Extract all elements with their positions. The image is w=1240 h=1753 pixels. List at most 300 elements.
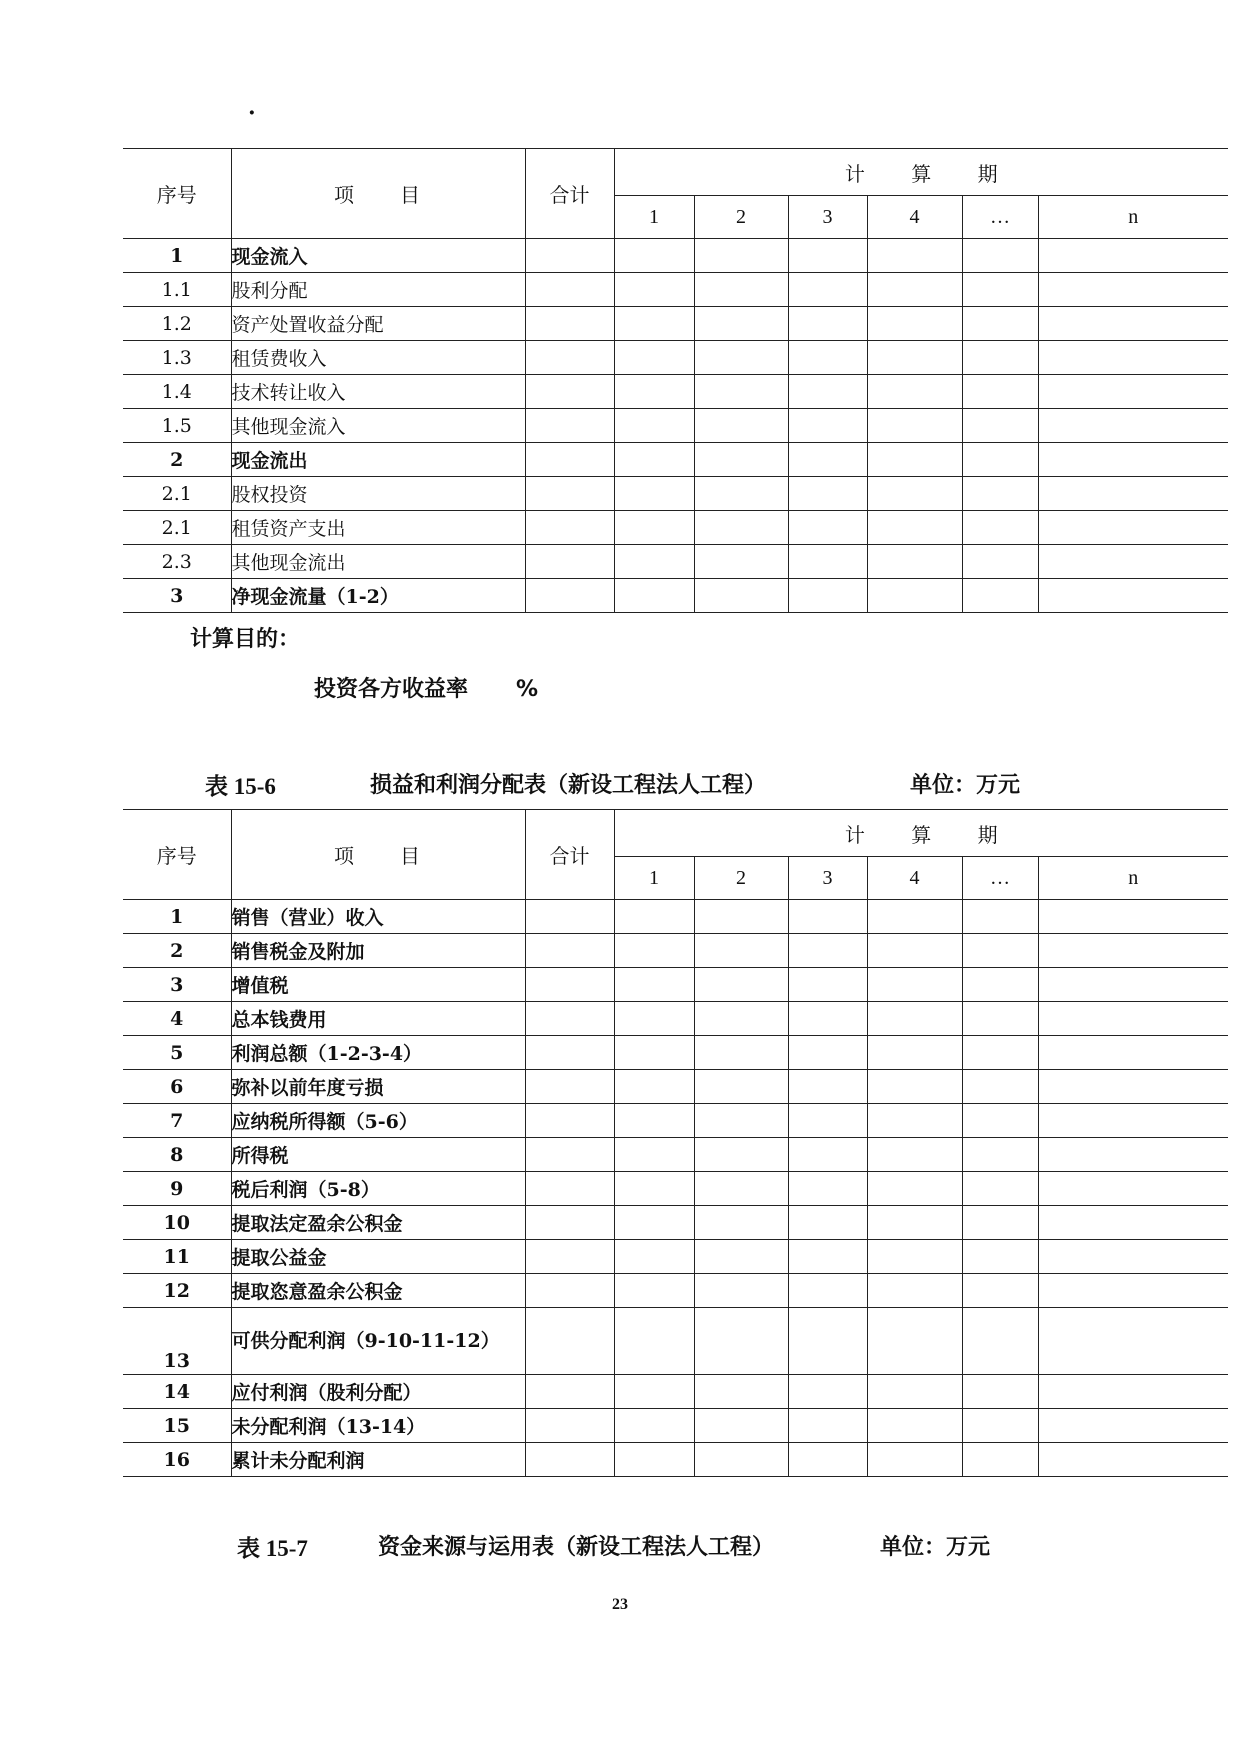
value-cell (788, 1172, 867, 1206)
row-item: 税后利润（5-8） (231, 1172, 525, 1206)
table-title: 资金来源与运用表（新设工程法人工程） (378, 1535, 775, 1560)
value-cell (962, 900, 1038, 934)
value-cell (525, 1206, 614, 1240)
value-cell (1038, 545, 1228, 579)
value-cell (867, 900, 962, 934)
row-seq: 12 (123, 1274, 231, 1308)
row-item: 总本钱费用 (231, 1002, 525, 1036)
value-cell (867, 1274, 962, 1308)
value-cell (867, 307, 962, 341)
value-cell (867, 1240, 962, 1274)
header-period-col: 1 (614, 196, 694, 239)
value-cell (867, 1375, 962, 1409)
value-cell (614, 375, 694, 409)
value-cell (962, 1443, 1038, 1477)
return-rate-unit: % (516, 677, 539, 702)
value-cell (867, 1443, 962, 1477)
row-seq: 1.2 (123, 307, 231, 341)
value-cell (614, 1409, 694, 1443)
value-cell (525, 443, 614, 477)
row-item: 利润总额（1-2-3-4） (231, 1036, 525, 1070)
row-item: 净现金流量（1-2） (231, 579, 525, 613)
value-cell (694, 1308, 788, 1375)
value-cell (694, 511, 788, 545)
value-cell (525, 1375, 614, 1409)
value-cell (788, 1036, 867, 1070)
table-row (123, 1240, 1228, 1274)
header-periods: 计 算 期 (614, 149, 1228, 196)
table-row (123, 375, 1228, 409)
table-15-7-caption (0, 1530, 1240, 1560)
value-cell (694, 477, 788, 511)
row-item: 提取法定盈余公积金 (231, 1206, 525, 1240)
value-cell (867, 409, 962, 443)
table-row (123, 1274, 1228, 1308)
header-total: 合计 (525, 810, 614, 900)
header-period-col: 2 (694, 857, 788, 900)
value-cell (867, 579, 962, 613)
value-cell (614, 1138, 694, 1172)
value-cell (867, 545, 962, 579)
header-period-col: 1 (614, 857, 694, 900)
row-seq: 11 (123, 1240, 231, 1274)
value-cell (788, 968, 867, 1002)
return-rate-label: 投资各方收益率 (314, 677, 469, 702)
row-seq: 8 (123, 1138, 231, 1172)
table-row (123, 1002, 1228, 1036)
table-row (123, 1375, 1228, 1409)
value-cell (694, 900, 788, 934)
value-cell (525, 1036, 614, 1070)
row-item: 股权投资 (231, 477, 525, 511)
header-period-col: n (1038, 196, 1228, 239)
value-cell (962, 1036, 1038, 1070)
header-period-col: 2 (694, 196, 788, 239)
value-cell (1038, 409, 1228, 443)
value-cell (788, 1138, 867, 1172)
value-cell (1038, 1070, 1228, 1104)
value-cell (788, 545, 867, 579)
value-cell (614, 477, 694, 511)
value-cell (1038, 511, 1228, 545)
row-seq: 1.3 (123, 341, 231, 375)
value-cell (788, 511, 867, 545)
value-cell (694, 579, 788, 613)
table-row (123, 443, 1228, 477)
value-cell (614, 1308, 694, 1375)
table-row (123, 341, 1228, 375)
value-cell (694, 443, 788, 477)
value-cell (867, 239, 962, 273)
header-period-col: 4 (867, 196, 962, 239)
value-cell (694, 1104, 788, 1138)
value-cell (694, 409, 788, 443)
value-cell (694, 341, 788, 375)
table-row (123, 1308, 1228, 1375)
row-seq: 4 (123, 1002, 231, 1036)
value-cell (614, 900, 694, 934)
value-cell (525, 477, 614, 511)
row-item: 资产处置收益分配 (231, 307, 525, 341)
value-cell (788, 273, 867, 307)
value-cell (788, 1206, 867, 1240)
value-cell (867, 511, 962, 545)
row-seq: 1.5 (123, 409, 231, 443)
value-cell (962, 1409, 1038, 1443)
value-cell (867, 1036, 962, 1070)
header-periods: 计 算 期 (614, 810, 1228, 857)
value-cell (1038, 1240, 1228, 1274)
header-seq: 序号 (123, 810, 231, 900)
row-item: 未分配利润（13-14） (231, 1409, 525, 1443)
row-seq: 3 (123, 968, 231, 1002)
value-cell (788, 1274, 867, 1308)
row-seq: 2 (123, 934, 231, 968)
row-seq: 9 (123, 1172, 231, 1206)
value-cell (1038, 273, 1228, 307)
value-cell (694, 934, 788, 968)
value-cell (1038, 477, 1228, 511)
row-seq: 2.1 (123, 511, 231, 545)
value-cell (694, 1070, 788, 1104)
value-cell (962, 307, 1038, 341)
value-cell (962, 1206, 1038, 1240)
row-item: 现金流入 (231, 239, 525, 273)
value-cell (1038, 443, 1228, 477)
row-item: 其他现金流出 (231, 545, 525, 579)
value-cell (962, 1002, 1038, 1036)
value-cell (867, 1002, 962, 1036)
value-cell (525, 545, 614, 579)
value-cell (614, 1443, 694, 1477)
value-cell (614, 1036, 694, 1070)
header-period-col: 4 (867, 857, 962, 900)
value-cell (962, 1070, 1038, 1104)
value-cell (962, 239, 1038, 273)
row-seq: 15 (123, 1409, 231, 1443)
value-cell (694, 1240, 788, 1274)
value-cell (962, 1240, 1038, 1274)
row-item: 累计未分配利润 (231, 1443, 525, 1477)
value-cell (788, 1070, 867, 1104)
value-cell (694, 307, 788, 341)
value-cell (1038, 1172, 1228, 1206)
value-cell (1038, 1206, 1228, 1240)
value-cell (962, 341, 1038, 375)
table-row (123, 1070, 1228, 1104)
row-seq: 2.3 (123, 545, 231, 579)
row-seq: 1 (123, 900, 231, 934)
value-cell (694, 1206, 788, 1240)
table-row (123, 239, 1228, 273)
value-cell (694, 1138, 788, 1172)
header-period-col: n (1038, 857, 1228, 900)
value-cell (962, 1172, 1038, 1206)
value-cell (1038, 1443, 1228, 1477)
table-row (123, 1409, 1228, 1443)
value-cell (614, 1104, 694, 1138)
table-unit: 单位：万元 (880, 1535, 991, 1560)
value-cell (614, 273, 694, 307)
row-seq: 7 (123, 1104, 231, 1138)
row-item: 提取公益金 (231, 1240, 525, 1274)
value-cell (525, 1308, 614, 1375)
value-cell (788, 409, 867, 443)
value-cell (962, 1104, 1038, 1138)
header-item: 项 目 (231, 810, 525, 900)
row-seq: 6 (123, 1070, 231, 1104)
row-seq: 2.1 (123, 477, 231, 511)
value-cell (867, 1206, 962, 1240)
value-cell (525, 307, 614, 341)
row-seq: 1.1 (123, 273, 231, 307)
value-cell (788, 1375, 867, 1409)
row-item: 租赁资产支出 (231, 511, 525, 545)
value-cell (694, 375, 788, 409)
table-number: 表 15-7 (237, 1536, 308, 1561)
value-cell (867, 934, 962, 968)
value-cell (694, 273, 788, 307)
table-number: 表 15-6 (205, 774, 276, 799)
value-cell (614, 968, 694, 1002)
table-row (123, 545, 1228, 579)
value-cell (525, 1002, 614, 1036)
value-cell (614, 409, 694, 443)
header-period-col: … (962, 857, 1038, 900)
value-cell (614, 511, 694, 545)
value-cell (1038, 307, 1228, 341)
value-cell (962, 1274, 1038, 1308)
table-row (123, 968, 1228, 1002)
value-cell (614, 1172, 694, 1206)
row-seq: 5 (123, 1036, 231, 1070)
value-cell (962, 1375, 1038, 1409)
value-cell (788, 307, 867, 341)
row-seq: 10 (123, 1206, 231, 1240)
header-item: 项 目 (231, 149, 525, 239)
value-cell (525, 341, 614, 375)
row-item: 租赁费收入 (231, 341, 525, 375)
value-cell (525, 1274, 614, 1308)
header-seq: 序号 (123, 149, 231, 239)
value-cell (962, 934, 1038, 968)
value-cell (1038, 1138, 1228, 1172)
value-cell (1038, 1036, 1228, 1070)
table-row (123, 273, 1228, 307)
value-cell (788, 579, 867, 613)
value-cell (614, 239, 694, 273)
cash-flow-table (123, 148, 1228, 613)
value-cell (694, 1375, 788, 1409)
row-item: 销售税金及附加 (231, 934, 525, 968)
value-cell (962, 511, 1038, 545)
value-cell (525, 375, 614, 409)
value-cell (788, 1240, 867, 1274)
value-cell (614, 934, 694, 968)
row-item: 技术转让收入 (231, 375, 525, 409)
value-cell (525, 273, 614, 307)
value-cell (962, 1308, 1038, 1375)
value-cell (694, 968, 788, 1002)
value-cell (1038, 1274, 1228, 1308)
table-row (123, 307, 1228, 341)
value-cell (614, 1206, 694, 1240)
value-cell (867, 968, 962, 1002)
value-cell (525, 1409, 614, 1443)
value-cell (614, 1274, 694, 1308)
header-total: 合计 (525, 149, 614, 239)
value-cell (788, 1104, 867, 1138)
value-cell (788, 1308, 867, 1375)
value-cell (525, 239, 614, 273)
value-cell (788, 239, 867, 273)
value-cell (962, 443, 1038, 477)
value-cell (1038, 968, 1228, 1002)
value-cell (614, 1070, 694, 1104)
value-cell (694, 1036, 788, 1070)
value-cell (694, 1002, 788, 1036)
value-cell (614, 1375, 694, 1409)
row-seq: 13 (123, 1308, 231, 1375)
row-seq: 16 (123, 1443, 231, 1477)
value-cell (525, 511, 614, 545)
value-cell (867, 1409, 962, 1443)
value-cell (788, 477, 867, 511)
table-row (123, 1172, 1228, 1206)
header-period-col: … (962, 196, 1038, 239)
table-row (123, 1104, 1228, 1138)
value-cell (788, 900, 867, 934)
table-row (123, 934, 1228, 968)
row-seq: 1.4 (123, 375, 231, 409)
table-15-6-caption (0, 768, 1240, 798)
value-cell (867, 273, 962, 307)
value-cell (867, 1172, 962, 1206)
value-cell (1038, 1002, 1228, 1036)
value-cell (788, 375, 867, 409)
value-cell (867, 1070, 962, 1104)
profit-distribution-table (123, 809, 1228, 1477)
row-item: 所得税 (231, 1138, 525, 1172)
value-cell (614, 307, 694, 341)
value-cell (614, 545, 694, 579)
value-cell (788, 1443, 867, 1477)
table-row (123, 511, 1228, 545)
value-cell (614, 443, 694, 477)
value-cell (1038, 900, 1228, 934)
value-cell (525, 1070, 614, 1104)
value-cell (788, 443, 867, 477)
value-cell (788, 341, 867, 375)
return-rate-line (314, 672, 538, 703)
table-row (123, 477, 1228, 511)
value-cell (962, 409, 1038, 443)
table-row (123, 900, 1228, 934)
row-seq: 3 (123, 579, 231, 613)
value-cell (694, 1409, 788, 1443)
value-cell (694, 1172, 788, 1206)
row-item: 应纳税所得额（5-6） (231, 1104, 525, 1138)
row-item: 可供分配利润（9-10-11-12） (231, 1308, 525, 1375)
value-cell (525, 579, 614, 613)
value-cell (614, 1002, 694, 1036)
value-cell (525, 1138, 614, 1172)
value-cell (525, 1172, 614, 1206)
table-row (123, 1206, 1228, 1240)
value-cell (525, 1443, 614, 1477)
value-cell (525, 934, 614, 968)
row-item: 股利分配 (231, 273, 525, 307)
value-cell (614, 1240, 694, 1274)
value-cell (614, 579, 694, 613)
header-period-col: 3 (788, 857, 867, 900)
value-cell (525, 900, 614, 934)
value-cell (867, 1308, 962, 1375)
row-item: 销售（营业）收入 (231, 900, 525, 934)
value-cell (694, 1274, 788, 1308)
value-cell (1038, 341, 1228, 375)
top-mark: · (248, 100, 256, 126)
value-cell (1038, 1104, 1228, 1138)
value-cell (867, 477, 962, 511)
value-cell (867, 341, 962, 375)
value-cell (962, 477, 1038, 511)
value-cell (694, 545, 788, 579)
value-cell (962, 273, 1038, 307)
value-cell (1038, 934, 1228, 968)
value-cell (525, 968, 614, 1002)
value-cell (962, 579, 1038, 613)
table-title: 损益和利润分配表（新设工程法人工程） (370, 773, 767, 798)
value-cell (1038, 1308, 1228, 1375)
row-seq: 1 (123, 239, 231, 273)
header-period-col: 3 (788, 196, 867, 239)
row-item: 提取恣意盈余公积金 (231, 1274, 525, 1308)
value-cell (867, 375, 962, 409)
purpose-label: 计算目的： (190, 627, 301, 652)
row-item: 其他现金流入 (231, 409, 525, 443)
row-item: 增值税 (231, 968, 525, 1002)
value-cell (867, 1104, 962, 1138)
row-seq: 2 (123, 443, 231, 477)
value-cell (788, 1002, 867, 1036)
page-number: 23 (612, 1596, 628, 1613)
value-cell (525, 1104, 614, 1138)
value-cell (962, 545, 1038, 579)
value-cell (788, 934, 867, 968)
table-row (123, 1036, 1228, 1070)
row-item: 弥补以前年度亏损 (231, 1070, 525, 1104)
row-item: 现金流出 (231, 443, 525, 477)
table-row (123, 1443, 1228, 1477)
value-cell (1038, 239, 1228, 273)
value-cell (614, 341, 694, 375)
table-row (123, 1138, 1228, 1172)
table-unit: 单位：万元 (910, 773, 1021, 798)
value-cell (1038, 1375, 1228, 1409)
table-row (123, 409, 1228, 443)
value-cell (1038, 375, 1228, 409)
value-cell (694, 1443, 788, 1477)
value-cell (962, 375, 1038, 409)
row-item: 应付利润（股利分配） (231, 1375, 525, 1409)
value-cell (525, 409, 614, 443)
value-cell (1038, 579, 1228, 613)
value-cell (525, 1240, 614, 1274)
value-cell (694, 239, 788, 273)
value-cell (962, 1138, 1038, 1172)
value-cell (867, 1138, 962, 1172)
